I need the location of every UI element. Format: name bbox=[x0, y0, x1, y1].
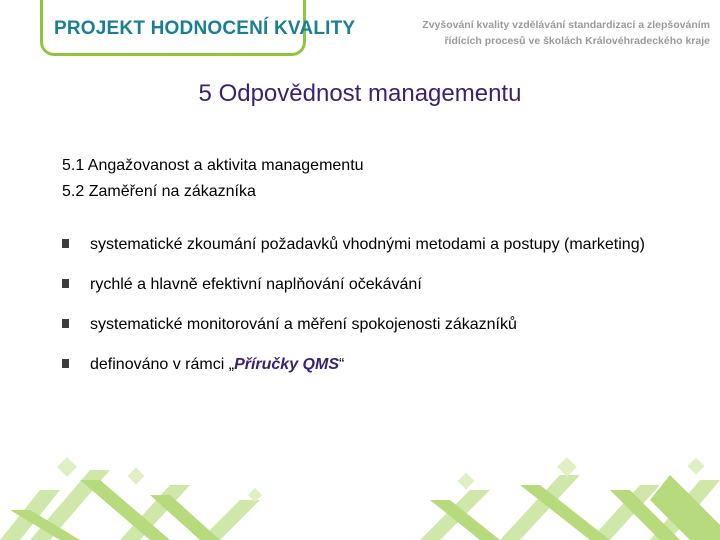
tagline-line-1: Zvyšování kvality vzdělávání standardizací a zlepšováním bbox=[422, 19, 710, 31]
header-tagline bbox=[414, 17, 710, 49]
tagline-line-2: řídících procesů ve školách Královéhradeckého kraje bbox=[444, 35, 710, 47]
bullet-text: systematické monitorování a měření spokojenosti zákazníků bbox=[90, 316, 517, 333]
square-bullet-icon bbox=[62, 279, 69, 288]
square-bullet-icon bbox=[62, 239, 69, 248]
bullet-list bbox=[62, 234, 692, 394]
bullet-text: systematické zkoumání požadavků vhodnými metodami a postupy (marketing) bbox=[90, 236, 645, 253]
bullet-item bbox=[62, 314, 692, 336]
bullet-item bbox=[62, 274, 692, 296]
project-logo: PROJEKT HODNOCENÍ KVALITY bbox=[54, 18, 356, 39]
decorative-lattice bbox=[0, 430, 720, 540]
square-bullet-icon bbox=[62, 359, 69, 368]
bullet-text-emphasis: Příručky QMS bbox=[234, 356, 339, 373]
section-heading: 5.2 Zaměření na zákazníka bbox=[62, 183, 256, 200]
bullet-text: rychlé a hlavně efektivní naplňování očekávání bbox=[90, 276, 422, 293]
bullet-text-suffix: “ bbox=[339, 356, 345, 373]
section-heading: 5.1 Angažovanost a aktivita managementu bbox=[62, 157, 364, 174]
bullet-text-prefix: definováno v rámci „ bbox=[90, 356, 235, 373]
slide-title: 5 Odpovědnost managementu bbox=[198, 80, 522, 107]
square-bullet-icon bbox=[62, 319, 69, 328]
bullet-item bbox=[62, 234, 692, 256]
section-list bbox=[62, 153, 364, 205]
bullet-item bbox=[62, 354, 692, 376]
